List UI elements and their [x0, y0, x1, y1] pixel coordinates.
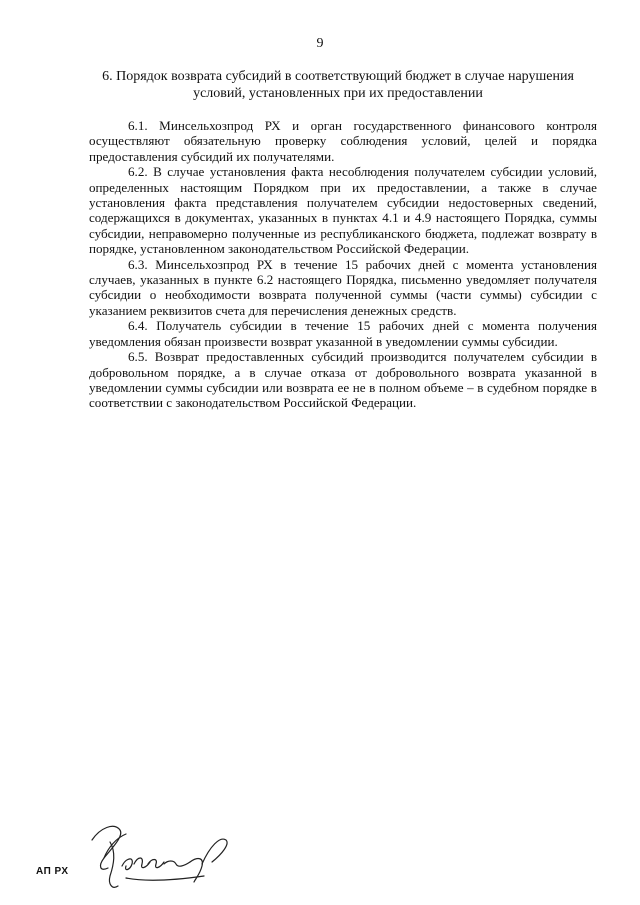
section-heading-line-2: условий, установленных при их предоставлении: [193, 86, 483, 101]
paragraph-6-1: 6.1. Минсельхозпрод РХ и орган государственного финансового контроля осуществляют обязательную проверку соблюдения условий, целей и порядка предоставления субсидий их получателями.: [89, 118, 597, 164]
paragraph-6-5: 6.5. Возврат предоставленных субсидий производится получателем субсидии в добровольном порядке, а в случае отказа от добровольного возврата указанной в уведомлении суммы субсидии или возврата ее не в полном объеме – в судебном порядке в соответствии с законодательством Российской Федерации.: [89, 349, 597, 411]
page-number: 9: [316, 36, 324, 51]
section-heading-line-1: 6. Порядок возврата субсидий в соответствующий бюджет в случае нарушения: [102, 69, 574, 84]
paragraph-6-4: 6.4. Получатель субсидии в течение 15 рабочих дней с момента получения уведомления обязан произвести возврат указанной в уведомлении суммы субсидии.: [89, 318, 597, 349]
document-body: [89, 118, 597, 411]
paragraph-6-2: 6.2. В случае установления факта несоблюдения получателем субсидии условий, определенных настоящим Порядком при их предоставлении, а также в случае установления факта представления получателем субсидии недостоверных сведений, содержащихся в документах, указанных в пунктах 4.1 и 4.9 настоящего Порядка, суммы субсидии, неправомерно полученные из республиканского бюджета, подлежат возврату в порядке, установленном законодательством Российской Федерации.: [89, 164, 597, 257]
section-heading: [80, 68, 596, 102]
footer-mark: АП РХ: [36, 866, 69, 877]
paragraph-6-3: 6.3. Минсельхозпрод РХ в течение 15 рабочих дней с момента установления случаев, указанных в пункте 6.2 настоящего Порядка, письменно уведомляет получателя субсидии о необходимости возврата полученной суммы (части суммы) субсидии с указанием реквизитов счета для перечисления денежных средств.: [89, 256, 597, 318]
handwritten-signature: [86, 818, 236, 896]
